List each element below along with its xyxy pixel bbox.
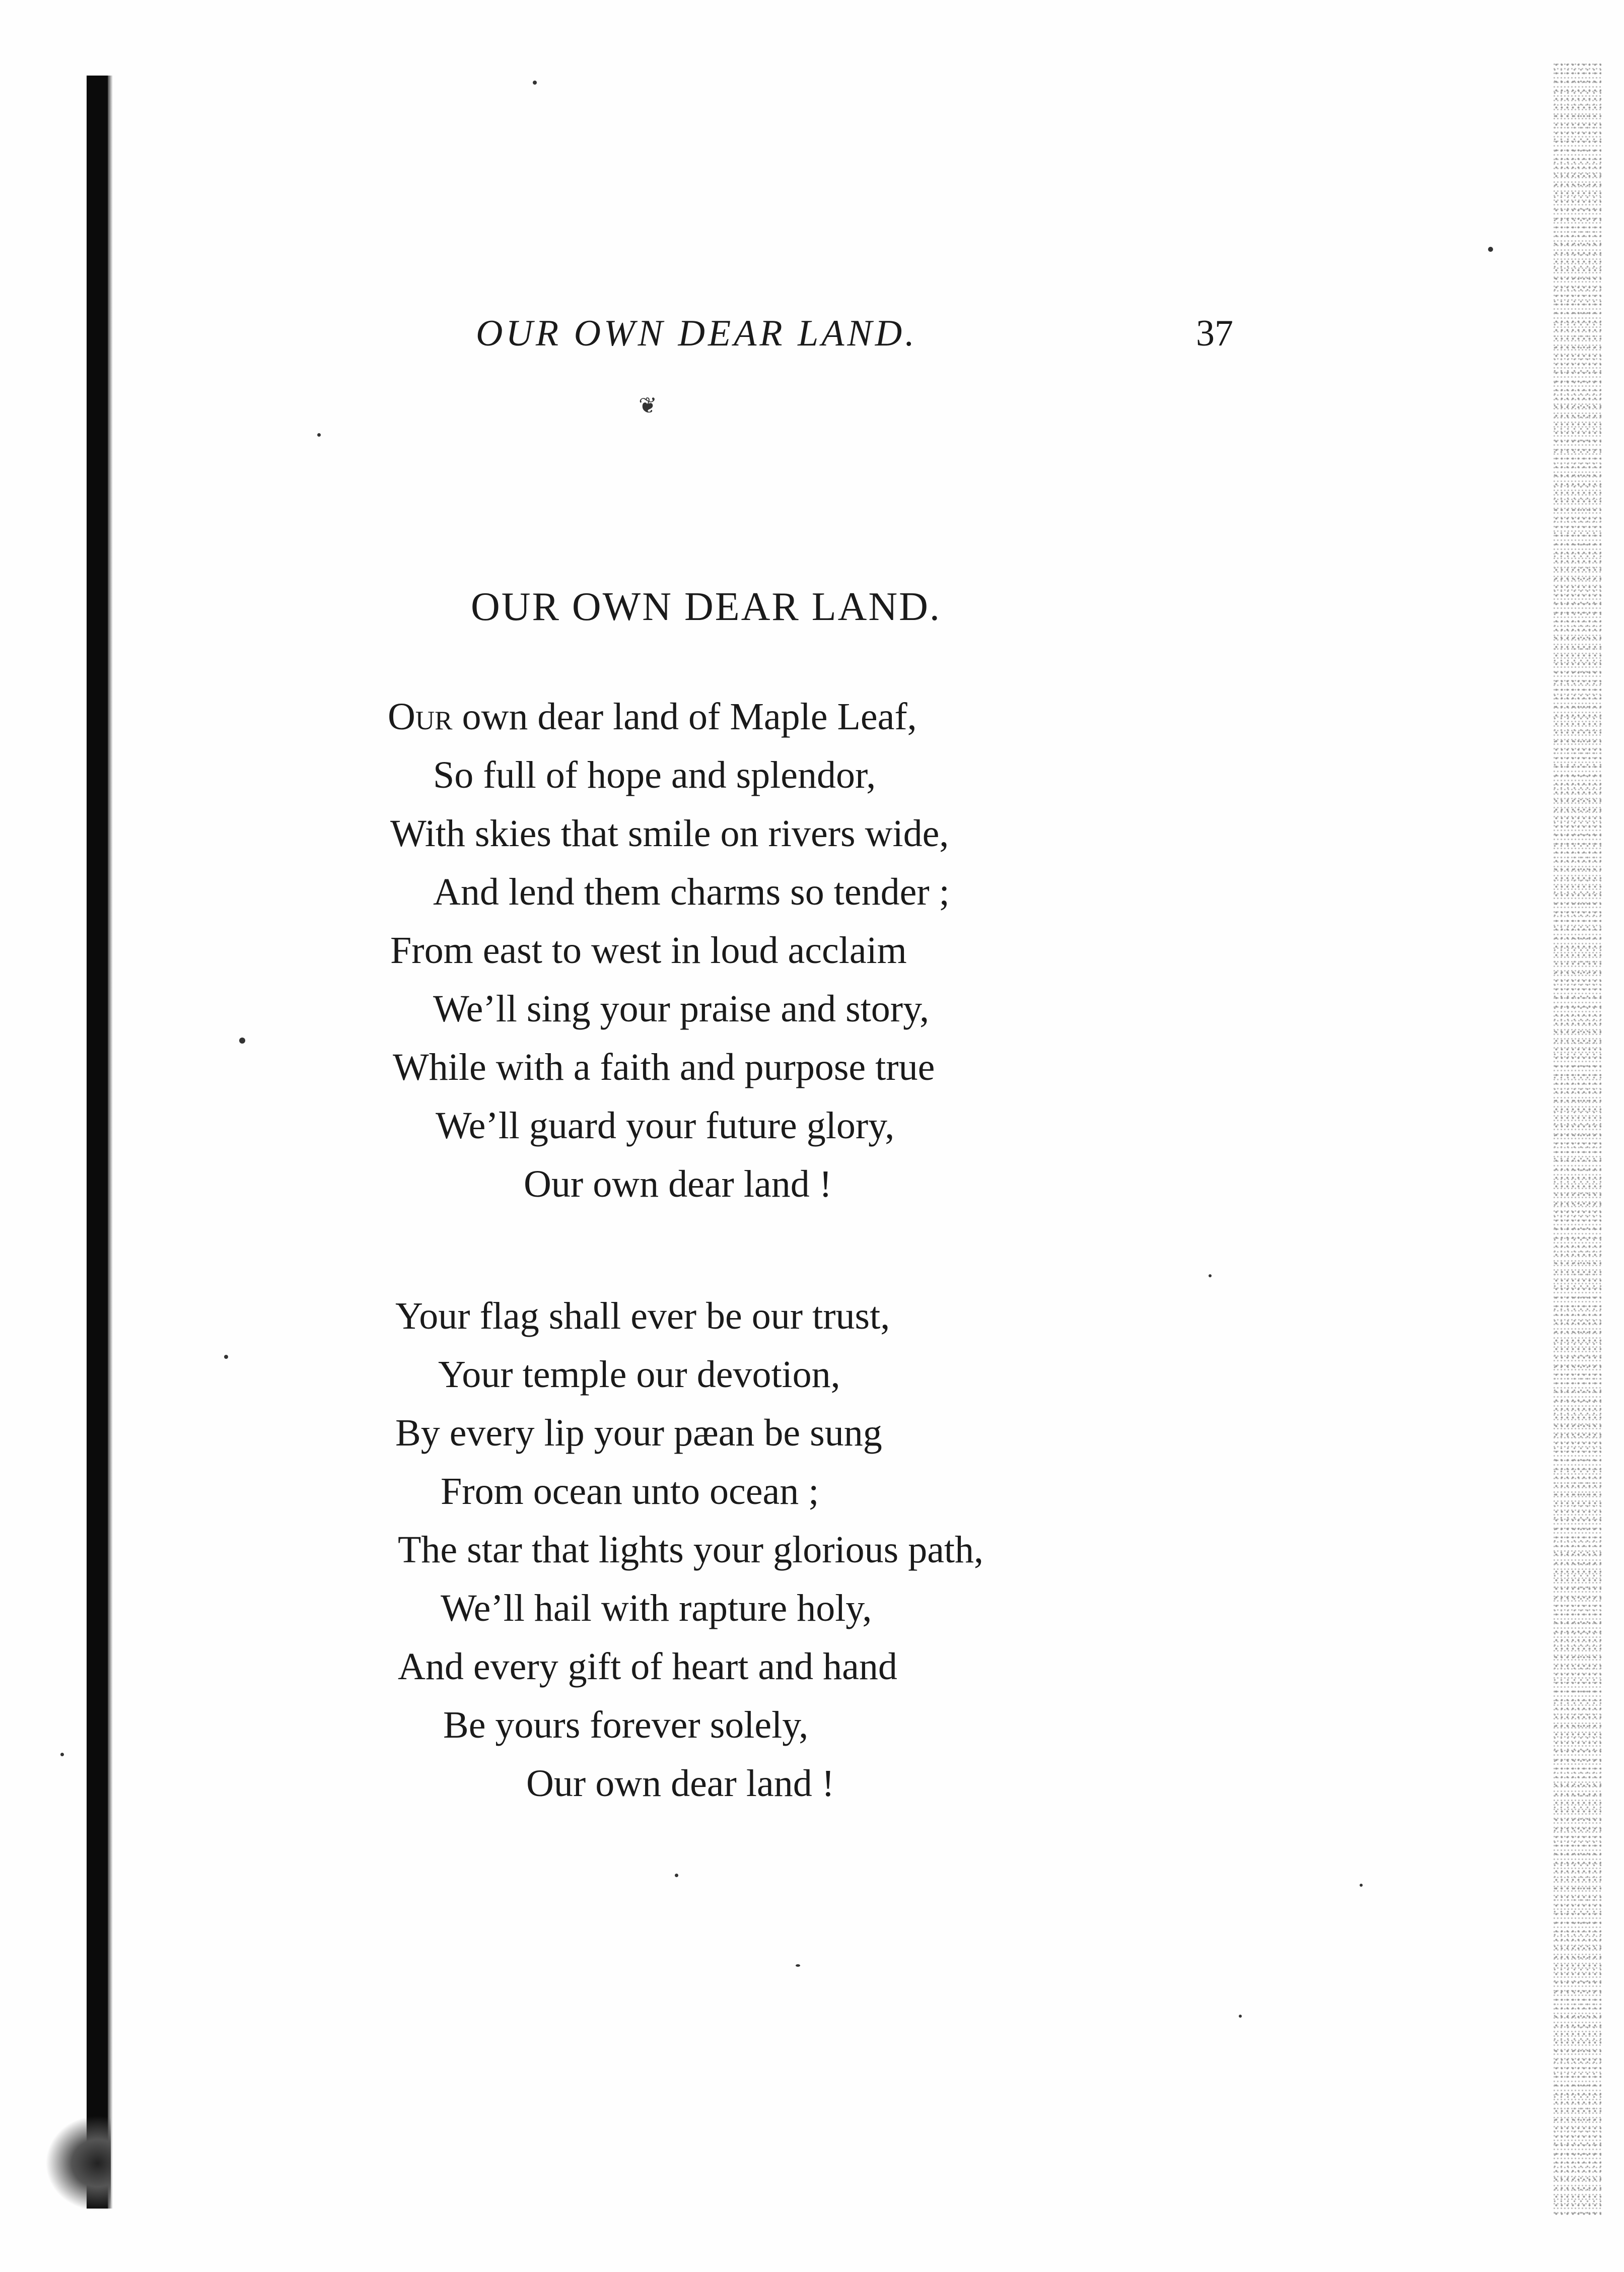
dust-speck: [1209, 1274, 1212, 1277]
poem-line: By every lip your pæan be sung: [395, 1412, 882, 1454]
poem-title: OUR OWN DEAR LAND.: [471, 585, 941, 629]
poem-line: So full of hope and splendor,: [433, 754, 876, 796]
running-head-title: OUR OWN DEAR LAND.: [476, 313, 917, 354]
poem-refrain: Our own dear land !: [526, 1762, 835, 1805]
dust-speck: [239, 1038, 245, 1044]
poem-line: And every gift of heart and hand: [398, 1645, 897, 1688]
poem-line: From ocean unto ocean ;: [441, 1470, 819, 1512]
dust-speck: [224, 1355, 228, 1359]
poem-line: While with a faith and purpose true: [393, 1046, 935, 1088]
dust-speck: [796, 1964, 800, 1967]
book-spine-shadow: [87, 76, 108, 2209]
spine-foot-smudge: [45, 2115, 111, 2211]
poem-line: The star that lights your glorious path,: [398, 1529, 984, 1571]
dust-speck: [533, 81, 537, 85]
poem-line: Be yours forever solely,: [443, 1704, 809, 1746]
dust-speck: [1488, 247, 1493, 252]
ornament-icon: ❦: [639, 393, 657, 418]
spine-fade: [108, 76, 113, 2209]
dust-speck: [317, 433, 321, 437]
poem-line: Our own dear land of Maple Leaf,: [388, 696, 917, 738]
drop-word: Our: [388, 696, 453, 738]
poem-line: And lend them charms so tender ;: [433, 871, 950, 913]
poem-refrain: Our own dear land !: [524, 1163, 832, 1205]
poem-line: With skies that smile on rivers wide,: [390, 812, 949, 855]
page-number: 37: [1196, 313, 1233, 354]
dust-speck: [60, 1753, 64, 1756]
poem-line: We’ll sing your praise and story,: [433, 988, 930, 1030]
poem-line: Your temple our devotion,: [438, 1353, 840, 1396]
dust-speck: [1239, 2015, 1242, 2018]
poem-line: We’ll hail with rapture holy,: [441, 1587, 872, 1629]
poem-line: Your flag shall ever be our trust,: [395, 1295, 890, 1337]
poem-line: We’ll guard your future glory,: [436, 1105, 895, 1147]
dust-speck: [675, 1874, 678, 1877]
dust-speck: [1360, 1884, 1363, 1887]
poem-line: From east to west in loud acclaim: [390, 929, 907, 972]
ragged-page-edge: [1554, 60, 1601, 2216]
